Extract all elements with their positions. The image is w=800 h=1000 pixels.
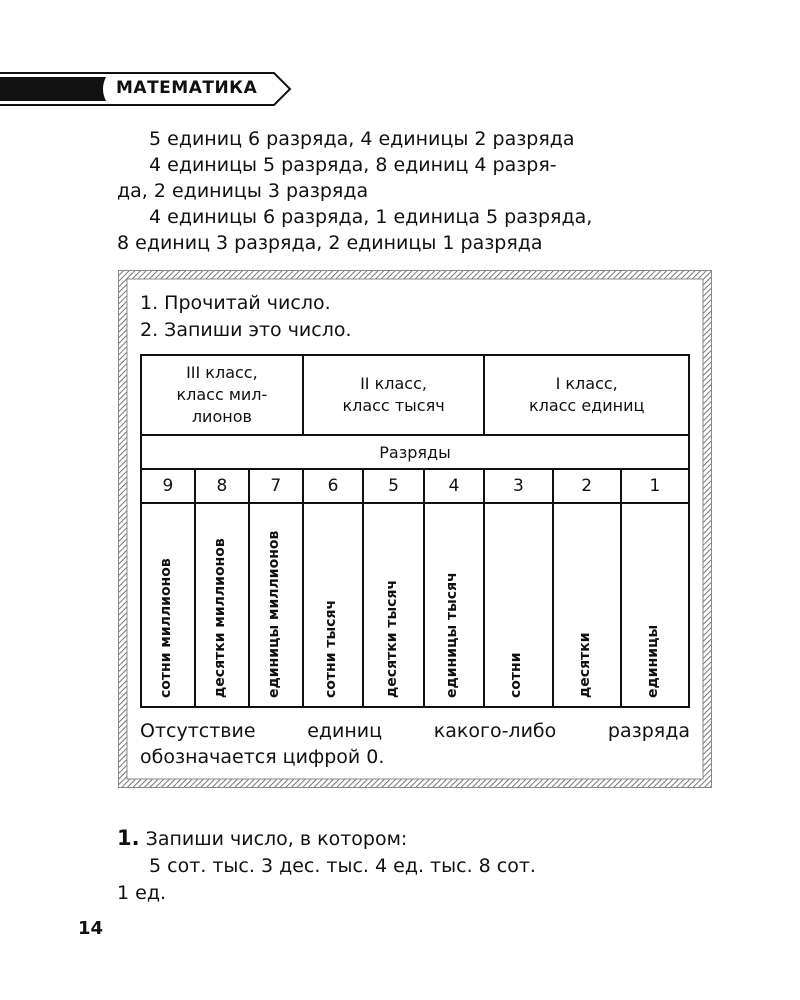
place-value-table [140, 354, 690, 708]
classes-row [141, 355, 689, 435]
place-name-cell [553, 503, 621, 707]
exercise-line: 1 ед. [117, 882, 166, 904]
exercise-number: 1. [117, 826, 140, 850]
exercise-1 [117, 825, 717, 907]
class-millions-cell: III класс, класс мил- лионов [141, 355, 303, 435]
place-name: единицы [644, 624, 661, 698]
place-name: десятки [576, 632, 593, 698]
section-title: МАТЕМАТИКА [116, 78, 258, 98]
place-number: 7 [249, 469, 303, 503]
place-number: 2 [553, 469, 621, 503]
intro-line: да, 2 единицы 3 разряда [117, 180, 369, 202]
place-name: сотни миллионов [157, 558, 174, 698]
class-thousands-cell: II класс, класс тысяч [303, 355, 485, 435]
intro-line: 4 единицы 5 разряда, 8 единиц 4 разря- [149, 154, 557, 176]
place-name-cell [303, 503, 364, 707]
intro-line: 5 единиц 6 разряда, 4 единицы 2 разряда [149, 128, 575, 150]
place-name: сотни тысяч [323, 599, 340, 698]
place-name-cell [249, 503, 303, 707]
intro-text [117, 126, 717, 256]
intro-line: 8 единиц 3 разряда, 2 единицы 1 разряда [117, 232, 543, 254]
rule-box [118, 270, 712, 788]
intro-line: 4 единицы 6 разряда, 1 единица 5 разряда, [149, 206, 593, 228]
place-number: 1 [621, 469, 689, 503]
places-label: Разряды [141, 435, 689, 469]
place-name: десятки тысяч [383, 579, 400, 698]
places-label-row [141, 435, 689, 469]
class-units-cell: I класс, класс единиц [484, 355, 689, 435]
place-number: 8 [195, 469, 249, 503]
place-name-cell [424, 503, 485, 707]
place-name: сотни [508, 652, 525, 698]
exercise-task: Запиши число, в котором: [145, 828, 408, 850]
place-name: десятки миллионов [211, 538, 228, 698]
place-name: единицы миллионов [265, 530, 282, 698]
instruction-2: 2. Запиши это число. [140, 319, 352, 341]
place-name-cell [621, 503, 689, 707]
place-number: 4 [424, 469, 485, 503]
place-number: 5 [363, 469, 424, 503]
place-number: 3 [484, 469, 552, 503]
exercise-heading [117, 825, 717, 853]
place-numbers-row [141, 469, 689, 503]
place-number: 6 [303, 469, 364, 503]
place-name-cell [195, 503, 249, 707]
place-name: единицы тысяч [444, 572, 461, 698]
place-name-cell [141, 503, 195, 707]
place-names-row [141, 503, 689, 707]
exercise-line: 5 сот. тыс. 3 дес. тыс. 4 ед. тыс. 8 сот. [149, 855, 536, 877]
instruction-1: 1. Прочитай число. [140, 292, 331, 314]
page-number: 14 [78, 918, 104, 939]
place-name-cell [484, 503, 552, 707]
rule-instructions [140, 290, 690, 344]
place-name-cell [363, 503, 424, 707]
rule-note: Отсутствие единиц какого-либо разряда обозначается цифрой 0. [140, 720, 690, 768]
place-number: 9 [141, 469, 195, 503]
